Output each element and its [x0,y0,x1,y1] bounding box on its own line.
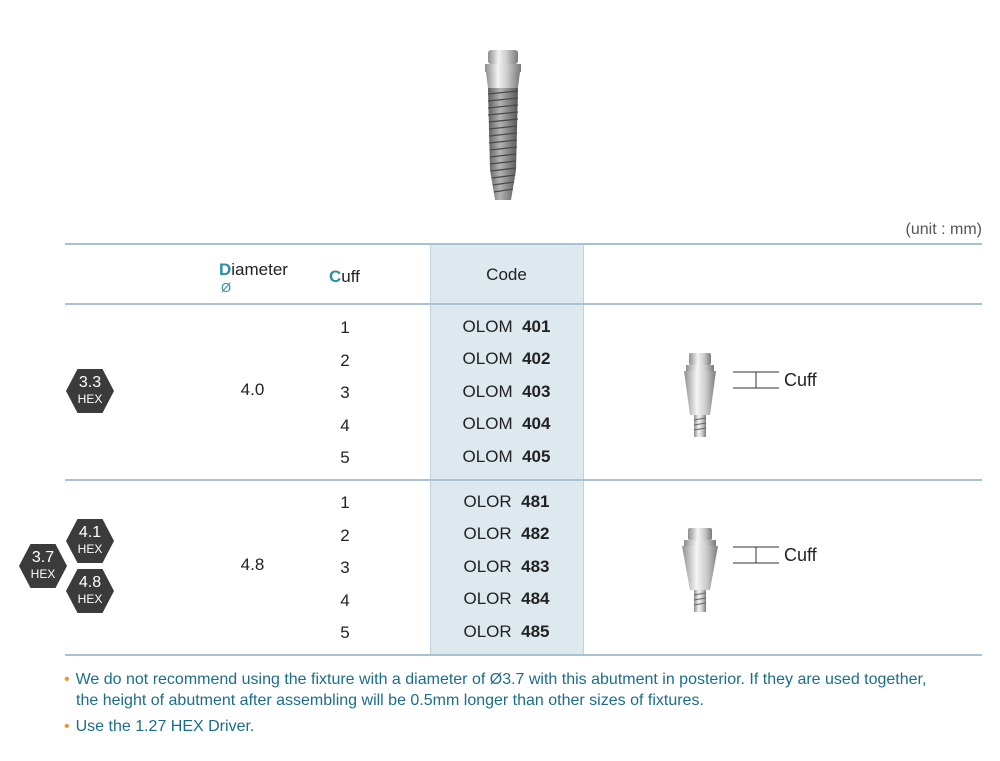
product-code [430,589,583,609]
table-header-rule [65,303,982,305]
hex-badge-label: HEX [77,542,103,556]
abutment-image [680,528,720,613]
cuff-value: 5 [340,448,350,467]
table-bottom-rule [65,654,982,656]
hex-badge-size: 3.3 [78,374,102,391]
code-prefix: OLOR [463,557,512,576]
hex-badge-4-1 [65,516,115,566]
product-code [430,382,583,402]
implant-fixture-image [478,50,528,205]
abutment-image [680,353,720,438]
cuff-height-marker [733,370,779,390]
note-2 [64,716,254,737]
bullet-icon: • [64,718,70,735]
code-prefix: OLOM [462,349,513,368]
code-number: 482 [521,524,550,543]
code-number: 481 [521,492,550,511]
hex-badge-3-3 [65,366,115,416]
product-code [430,557,583,577]
cuff-value: 3 [340,558,350,577]
cuff-value: 4 [340,416,350,435]
code-prefix: OLOR [463,589,512,608]
hex-badge-label: HEX [77,392,103,406]
note-1-line-1: We do not recommend using the fixture with a diameter of Ø3.7 with this abutment in posterior. If they are used together, [75,671,927,688]
hex-badge-size: 4.1 [78,524,102,541]
product-code [430,492,583,512]
code-prefix: OLOM [462,414,513,433]
code-number: 483 [521,557,550,576]
product-code [430,622,583,642]
note-2-text: Use the 1.27 HEX Driver. [75,718,255,735]
code-prefix: OLOR [463,622,512,641]
diameter-header-rest: iameter [231,260,288,279]
diameter-header-initial: D [219,260,232,279]
code-number: 403 [522,382,551,401]
cuff-header [329,267,360,287]
table-top-rule [65,243,982,245]
cuff-value: 3 [340,383,350,402]
product-code [430,447,583,467]
hex-badge-label: HEX [77,592,103,606]
cuff-header-initial: C [329,267,342,286]
product-code [430,414,583,434]
cuff-value: 4 [340,591,350,610]
code-prefix: OLOM [462,382,513,401]
diameter-value: 4.8 [240,555,265,574]
code-prefix: OLOR [463,492,512,511]
hex-badge-label: HEX [30,567,56,581]
cuff-value: 1 [340,493,350,512]
cuff-header-rest: uff [341,267,360,286]
code-prefix: OLOR [463,524,512,543]
diameter-value: 4.0 [240,380,265,399]
cuff-value: 1 [340,318,350,337]
code-number: 404 [522,414,551,433]
cuff-value: 2 [340,351,350,370]
diameter-symbol: Ø [221,280,232,295]
cuff-value: 5 [340,623,350,642]
note-1-line-2: the height of abutment after assembling will be 0.5mm longer than other sizes of fixtures. [76,692,704,709]
code-column-right-border [583,245,584,655]
code-number: 405 [522,447,551,466]
product-code [430,349,583,369]
code-header: Code [486,265,527,284]
note-1 [64,669,994,711]
unit-label: (unit : mm) [905,221,982,238]
hex-badge-4-8 [65,566,115,616]
product-code [430,524,583,544]
bullet-icon: • [64,671,70,688]
cuff-label: Cuff [784,370,817,390]
code-number: 401 [522,317,551,336]
cuff-value: 2 [340,526,350,545]
hex-badge-size: 4.8 [78,574,102,591]
product-code [430,317,583,337]
hex-badge-size: 3.7 [31,549,55,566]
hex-badge-3-7 [18,541,68,591]
code-number: 485 [521,622,550,641]
code-prefix: OLOM [462,447,513,466]
cuff-height-marker [733,545,779,565]
code-prefix: OLOM [462,317,513,336]
table-group-divider [65,479,982,481]
diameter-header [219,260,288,280]
code-number: 402 [522,349,551,368]
cuff-label: Cuff [784,545,817,565]
code-number: 484 [521,589,550,608]
